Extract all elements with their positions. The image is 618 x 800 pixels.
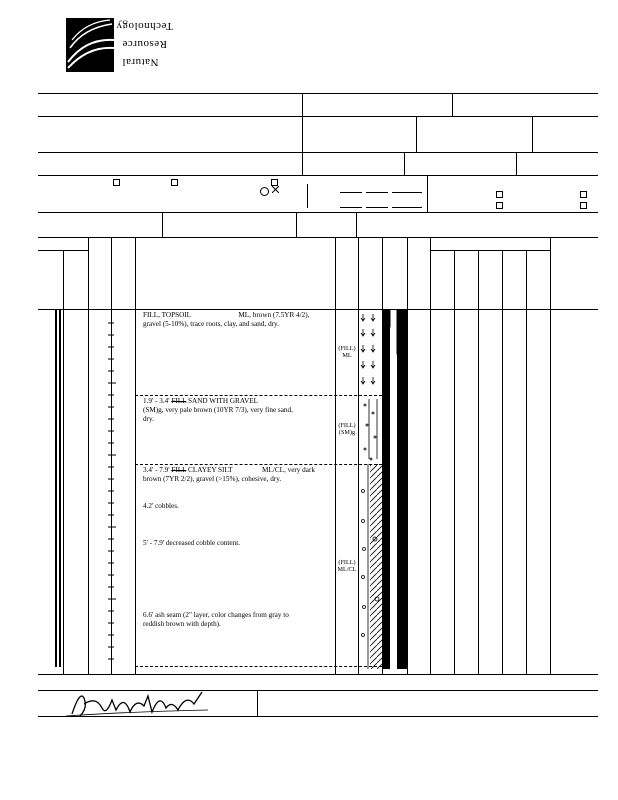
depth-scale [108, 309, 138, 669]
logo-swoosh-icon [66, 18, 114, 72]
company-logo [66, 18, 188, 72]
entry-interval: 1.9' - 3.4' [143, 397, 170, 405]
signature [62, 686, 212, 722]
unit-label-3: (FILL) ML/CL [337, 559, 357, 573]
checkbox-option-6[interactable] [580, 191, 587, 198]
logo-line-natural: Natural [122, 56, 159, 68]
note-ash-seam-line2: reddish brown with depth). [143, 620, 221, 628]
logo-line-resource: Resource [122, 38, 167, 50]
note-ash-seam-line1: 6.6' ash seam (2" layer, color changes from gray to [143, 611, 289, 619]
entry-line1-rest: ML/CL, very dark [262, 466, 315, 474]
entry-struck: FILL [171, 466, 187, 474]
checkbox-option-1[interactable] [113, 179, 120, 186]
checkbox-option-7[interactable] [580, 202, 587, 209]
entry-name: FILL, TOPSOIL [143, 311, 191, 319]
topsoil-symbols [361, 314, 375, 384]
signature-name [62, 686, 69, 687]
signature-scribble-icon [62, 686, 212, 722]
entry-line2: (SM)g, very pale brown (10YR 7/3), very fine sand, [143, 406, 293, 414]
entry-interval: 3.4' - 7.9' [143, 466, 170, 474]
entry-line2: brown (7YR 2/2), gravel (>15%), cohesive, dry. [143, 475, 282, 483]
checkmark-x-icon [272, 186, 279, 193]
entry-name: CLAYEY SILT [188, 466, 233, 474]
radio-option[interactable] [260, 187, 269, 196]
logo-mark [66, 18, 114, 72]
checkbox-option-3-checked[interactable] [271, 179, 278, 186]
graphic-log [359, 309, 409, 669]
checkbox-option-4[interactable] [496, 191, 503, 198]
note-decreased-cobbles: 5' - 7.9' decreased cobble content. [143, 539, 240, 547]
logo-line-technology: Technology [116, 20, 173, 32]
checkbox-option-5[interactable] [496, 202, 503, 209]
note-cobbles: 4.2' cobbles. [143, 502, 179, 510]
entry-name: SAND WITH GRAVEL [188, 397, 259, 405]
sand-gravel-symbols [364, 399, 377, 460]
checkbox-option-2[interactable] [171, 179, 178, 186]
unit-label-2: (FILL) (SM)g [338, 422, 356, 436]
unit-label-1: (FILL) ML [338, 345, 356, 359]
entry-struck: FILL [171, 397, 187, 405]
entry-line3: dry. [143, 415, 154, 423]
entry-line2: gravel (5-10%), trace roots, clay, and sand, dry. [143, 320, 279, 328]
entry-line1-rest: ML, brown (7.5YR 4/2), [238, 311, 310, 319]
